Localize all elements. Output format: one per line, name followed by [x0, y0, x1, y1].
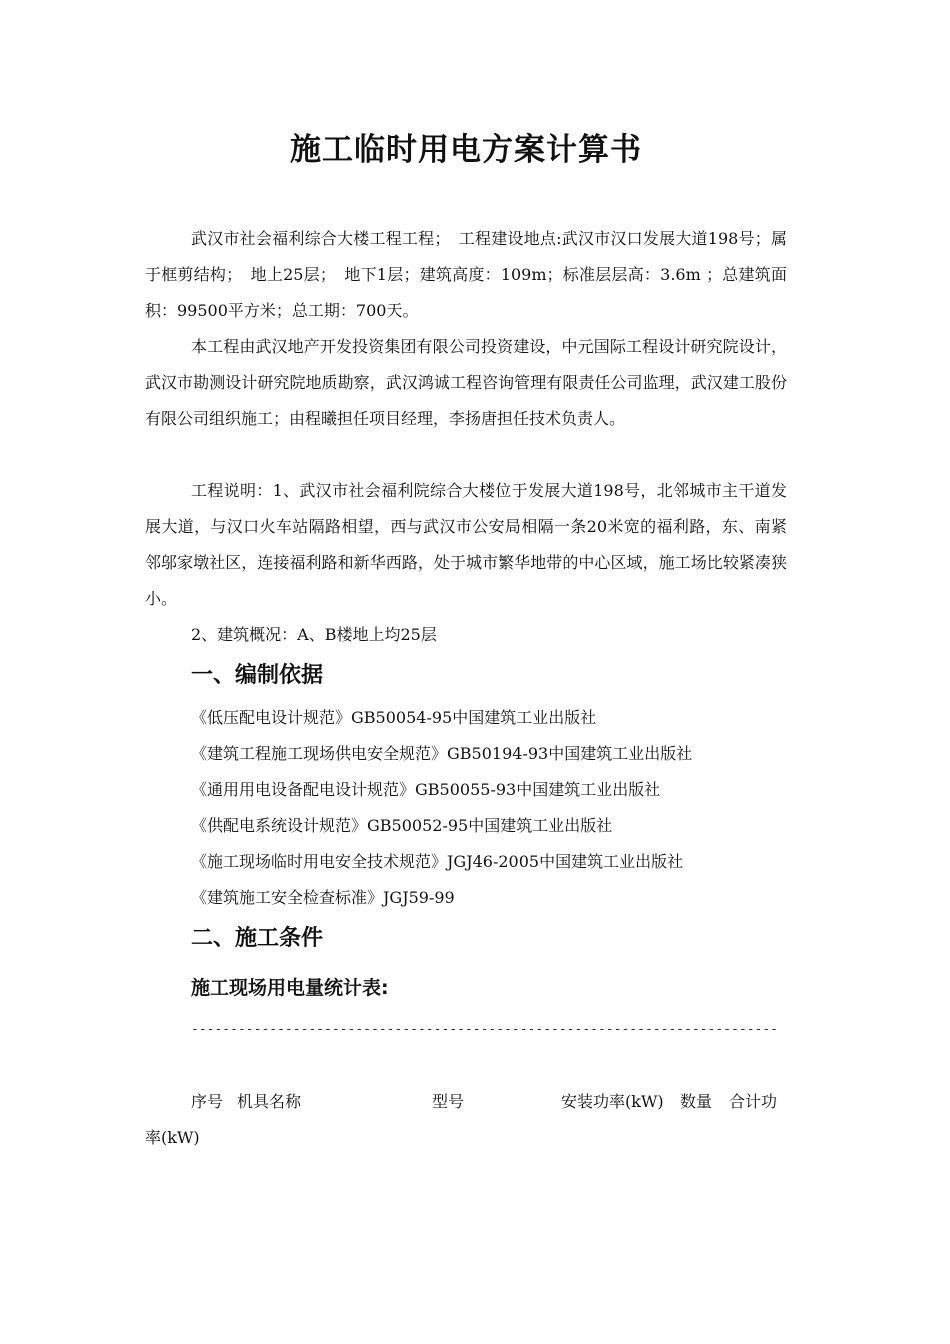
- table-header-index: 序号: [191, 1092, 224, 1111]
- table-caption: 施工现场用电量统计表:: [191, 977, 389, 999]
- project-description-paragraph: 工程说明：1、武汉市社会福利院综合大楼位于发展大道198号，北邻城市主干道发展大道，与汉口火车站隔路相望，西与武汉市公安局相隔一条20米宽的福利路，东、南紧邻邬家墩社区，连接福利路和新华西路，处于城市繁华地带的中心区域，施工场比较紧凑狭小。: [145, 481, 787, 608]
- dashed-separator: ---------------------------------------------------------------------------: [191, 1022, 778, 1037]
- table-header-model: 型号: [432, 1092, 465, 1111]
- reference-item: 《通用用电设备配电设计规范》GB50055-93中国建筑工业出版社: [191, 780, 661, 799]
- table-header-quantity: 数量: [680, 1092, 713, 1111]
- reference-item: 《建筑施工安全检查标准》JGJ59-99: [191, 888, 455, 907]
- table-header-total: 合计功: [729, 1092, 778, 1111]
- section-heading-conditions: 二、施工条件: [191, 926, 324, 951]
- reference-item: 《供配电系统设计规范》GB50052-95中国建筑工业出版社: [191, 816, 613, 835]
- reference-item: 《低压配电设计规范》GB50054-95中国建筑工业出版社: [191, 708, 597, 727]
- reference-item: 《施工现场临时用电安全技术规范》JGJ46-2005中国建筑工业出版社: [191, 852, 684, 871]
- document-title: 施工临时用电方案计算书: [290, 132, 642, 168]
- table-header: [145, 1084, 787, 1156]
- section-heading-basis: 一、编制依据: [191, 663, 324, 688]
- building-overview-line: 2、建筑概况：A、B楼地上均25层: [191, 625, 437, 644]
- table-header-name: 机具名称: [237, 1092, 302, 1111]
- table-header-power: 安装功率(kW): [561, 1092, 664, 1111]
- project-info-paragraph: 武汉市社会福利综合大楼工程工程； 工程建设地点:武汉市汉口发展大道198号；属于框剪结构； 地上25层； 地下1层；建筑高度：109m；标准层层高：3.6m ；总建筑面积：99500平方米；总工期：700天。: [145, 229, 787, 320]
- organizations-paragraph: 本工程由武汉地产开发投资集团有限公司投资建设，中元国际工程设计研究院设计，武汉市勘测设计研究院地质勘察，武汉鸿诚工程咨询管理有限责任公司监理，武汉建工股份有限公司组织施工；由程曦担任项目经理，李扬唐担任技术负责人。: [145, 337, 787, 428]
- table-header-total-unit: 率(kW): [145, 1128, 200, 1147]
- reference-item: 《建筑工程施工现场供电安全规范》GB50194-93中国建筑工业出版社: [191, 744, 693, 763]
